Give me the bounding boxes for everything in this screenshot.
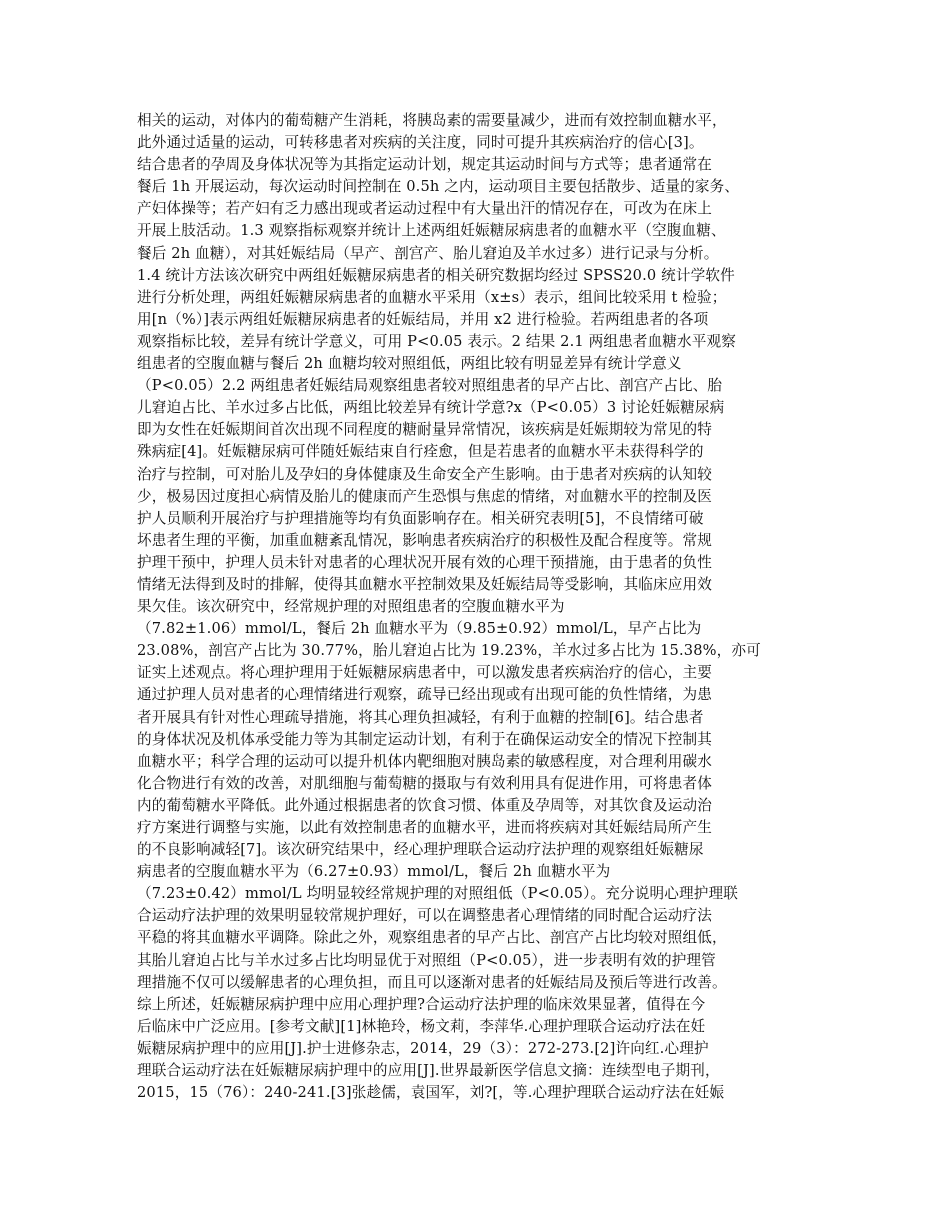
body-text [137,110,817,1104]
text-line: 结合患者的孕周及身体状况等为其指定运动计划，规定其运动时间与方式等；患者通常在 [137,156,713,174]
text-line: 合运动疗法护理的效果明显较常规护理好，可以在调整患者心理情绪的同时配合运动疗法 [137,907,713,925]
text-line: 相关的运动，对体内的葡萄糖产生消耗，将胰岛素的需要量减少，进而有效控制血糖水平， [137,112,727,129]
text-line: 病患者的空腹血糖水平为（6.27±0.93）mmol/L，餐后 2h 血糖水平为 [137,863,611,881]
text-line: 观察指标比较，差异有统计学意义，可用 P<0.05 表示。2 结果 2.1 两组患者血糖水平观察 [137,332,737,350]
text-line: 23.08%，剖宫产占比为 30.77%，胎儿窘迫占比为 19.23%，羊水过多占比为 15.38%，亦可 [137,642,761,660]
text-line: （7.23±0.42）mmol/L 均明显较经常规护理的对照组低（P<0.05）。充分说明心理护理联 [137,885,738,903]
text-line: 治疗与控制，可对胎儿及孕妇的身体健康及生命安全产生影响。由于患者对疾病的认知较 [137,465,713,483]
text-line: 的身体状况及机体承受能力等为其制定运动计划，有利于在确保运动安全的情况下控制其 [137,730,713,748]
text-line: 护理干预中，护理人员未针对患者的心理状况开展有效的心理干预措施，由于患者的负性 [137,553,713,571]
text-line: 理措施不仅可以缓解患者的心理负担，而且可以逐渐对患者的妊娠结局及预后等进行改善。 [137,973,727,991]
text-line: （7.82±1.06）mmol/L，餐后 2h 血糖水平为（9.85±0.92）mmol/L，早产占比为 [137,620,702,638]
text-line: 产妇体操等；若产妇有乏力感出现或者运动过程中有大量出汗的情况存在，可改为在床上 [137,200,713,218]
text-line: 其胎儿窘迫占比与羊水过多占比均明显优于对照组（P<0.05），进一步表明有效的护理管 [137,951,716,969]
text-line: 血糖水平；科学合理的运动可以提升机体内靶细胞对胰岛素的敏感程度，对合理利用碳水 [137,752,713,770]
text-line: 儿窘迫占比、羊水过多占比低，两组比较差异有统计学意?x（P<0.05）3 讨论妊娠糖尿病 [137,399,725,417]
text-line: （P<0.05）2.2 两组患者妊娠结局观察组患者较对照组患者的早产占比、剖宫产占比、胎 [137,377,723,395]
text-line: 少，极易因过度担心病情及胎儿的健康而产生恐惧与焦虑的情绪，对血糖水平的控制及医 [137,487,713,505]
text-line: 护人员顺利开展治疗与护理措施等均有负面影响存在。相关研究表明[5]，不良情绪可破 [137,509,704,527]
text-line: 餐后 1h 开展运动，每次运动时间控制在 0.5h 之内，运动项目主要包括散步、适量的家务、 [137,178,740,196]
text-line: 情绪无法得到及时的排解，使得其血糖水平控制效果及妊娠结局等受影响，其临床应用效 [137,575,713,593]
text-line: 此外通过适量的运动，可转移患者对疾病的关注度，同时可提升其疾病治疗的信心[3]。 [137,134,704,152]
text-line: 果欠佳。该次研究中，经常规护理的对照组患者的空腹血糖水平为 [137,598,565,616]
text-line: 的不良影响减轻[7]。该次研究结果中，经心理护理联合运动疗法护理的观察组妊娠糖尿 [137,841,704,859]
text-line: 理联合运动疗法在妊娠糖尿病护理中的应用[J].世界最新医学信息文摘：连续型电子期刊， [137,1062,720,1080]
text-line: 2015，15（76）：240-241.[3]张趁儒，袁国军，刘?[，等.心理护理联合运动疗法在妊娠 [137,1084,725,1102]
text-line: 用[n（%）]表示两组妊娠糖尿病患者的妊娠结局，并用 x2 进行检验。若两组患者的各项 [137,310,709,328]
text-line: 者开展具有针对性心理疏导措施，将其心理负担减轻，有利于血糖的控制[6]。结合患者 [137,708,704,726]
text-line: 餐后 2h 血糖），对其妊娠结局（早产、剖宫产、胎儿窘迫及羊水过多）进行记录与分析。 [137,244,719,262]
text-line: 组患者的空腹血糖与餐后 2h 血糖均较对照组低，两组比较有明显差异有统计学意义 [137,355,682,373]
text-line: 殊病症[4]。妊娠糖尿病可伴随妊娠结束自行痊愈，但是若患者的血糖水平未获得科学的 [137,443,704,461]
text-line: 通过护理人员对患者的心理情绪进行观察，疏导已经出现或有出现可能的负性情绪，为患 [137,686,713,704]
text-line: 娠糖尿病护理中的应用[J].护士进修杂志，2014，29（3）：272-273.[2]许向红.心理护 [137,1039,709,1057]
text-line: 进行分析处理，两组妊娠糖尿病患者的血糖水平采用（x±s）表示，组间比较采用 t 检验； [137,288,727,306]
text-line: 后临床中广泛应用。[参考文献][1]林艳玲，杨文莉，李萍华.心理护理联合运动疗法在妊 [137,1017,706,1035]
text-line: 综上所述，妊娠糖尿病护理中应用心理护理?合运动疗法护理的临床效果显著，值得在今 [137,995,706,1013]
text-line: 开展上肢活动。1.3 观察指标观察并统计上述两组妊娠糖尿病患者的血糖水平（空腹血糖、 [137,222,726,240]
text-line: 即为女性在妊娠期间首次出现不同程度的糖耐量异常情况，该疾病是妊娠期较为常见的特 [137,421,713,439]
text-line: 内的葡萄糖水平降低。此外通过根据患者的饮食习惯、体重及孕周等，对其饮食及运动治 [137,796,713,814]
text-line: 疗方案进行调整与实施，以此有效控制患者的血糖水平，进而将疾病对其妊娠结局所产生 [137,819,713,836]
text-line: 坏患者生理的平衡，加重血糖紊乱情况，影响患者疾病治疗的积极性及配合程度等。常规 [137,531,713,549]
text-line: 1.4 统计方法该次研究中两组妊娠糖尿病患者的相关研究数据均经过 SPSS20.0 统计学软件 [137,266,735,284]
text-line: 证实上述观点。将心理护理用于妊娠糖尿病患者中，可以激发患者疾病治疗的信心，主要 [137,664,713,682]
text-line: 化合物进行有效的改善，对肌细胞与葡萄糖的摄取与有效利用具有促进作用，可将患者体 [137,774,713,792]
text-line: 平稳的将其血糖水平调降。除此之外，观察组患者的早产占比、剖宫产占比均较对照组低， [137,929,727,947]
